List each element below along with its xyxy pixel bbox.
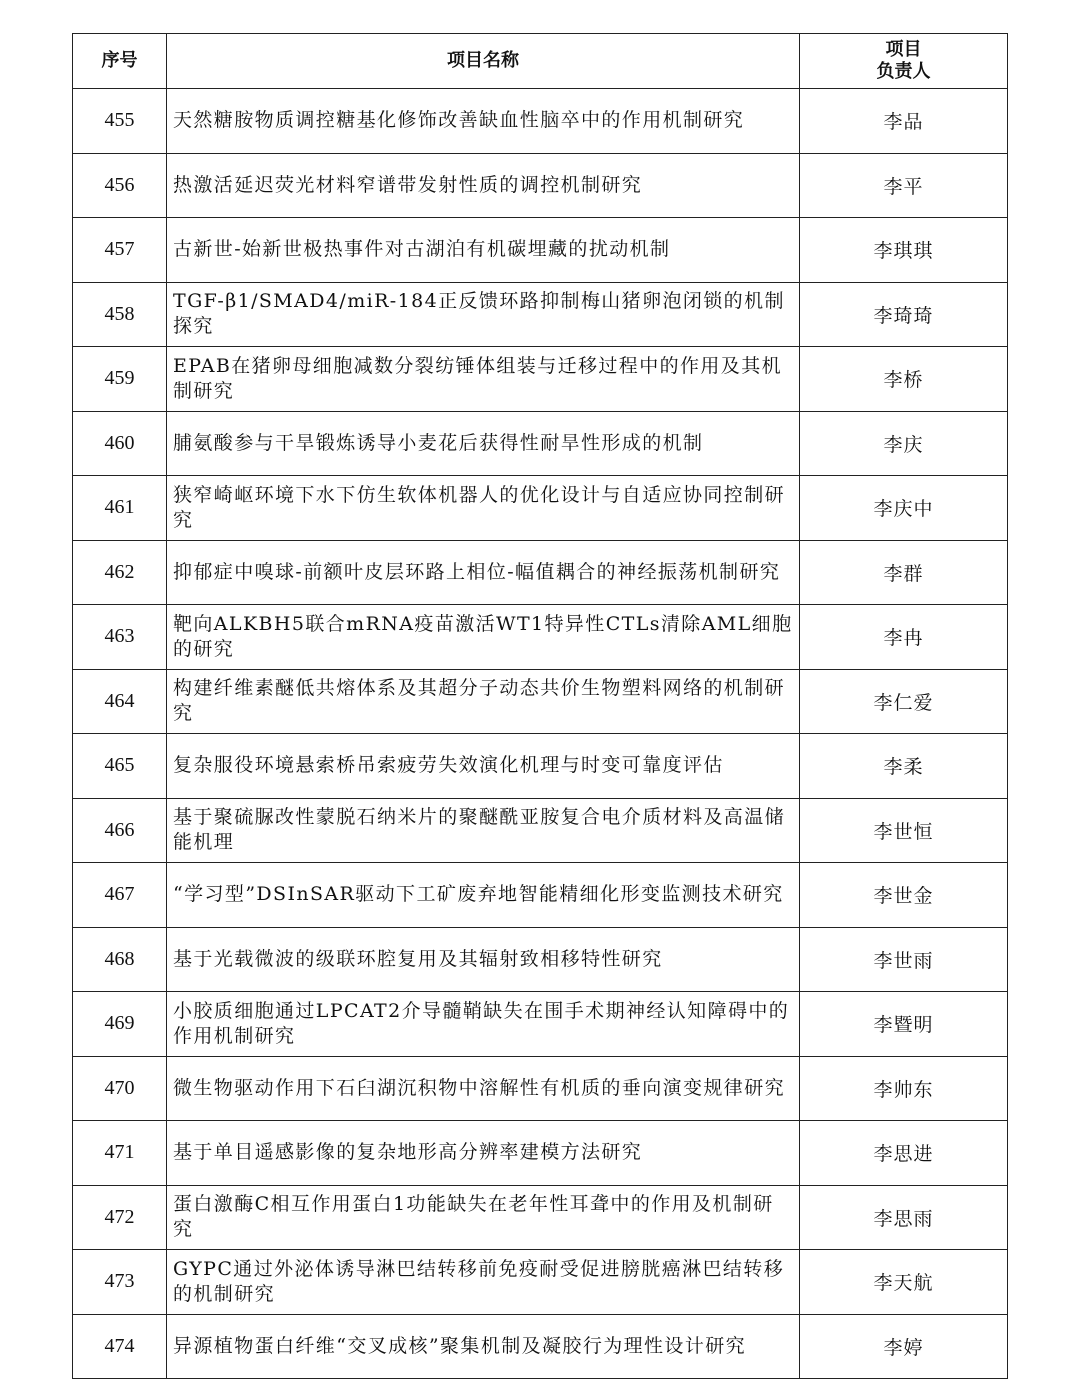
table-row	[73, 1250, 1008, 1315]
row-index: 462	[73, 540, 167, 605]
header-leader-line1: 项目	[885, 39, 922, 60]
row-leader: 李思雨	[800, 1185, 1008, 1250]
table-row	[73, 153, 1008, 218]
row-leader: 李冉	[800, 605, 1008, 670]
row-leader: 李平	[800, 153, 1008, 218]
row-index: 474	[73, 1314, 167, 1379]
project-list-document	[72, 33, 1007, 1379]
row-project-name: GYPC通过外泌体诱导淋巴结转移前免疫耐受促进膀胱癌淋巴结转移的机制研究	[167, 1250, 800, 1315]
table-row	[73, 282, 1008, 347]
row-project-name: 古新世-始新世极热事件对古湖泊有机碳埋藏的扰动机制	[167, 218, 800, 283]
header-leader	[800, 34, 1008, 89]
header-row	[73, 34, 1008, 89]
row-index: 471	[73, 1121, 167, 1186]
row-project-name: 靶向ALKBH5联合mRNA疫苗激活WT1特异性CTLs清除AML细胞的研究	[167, 605, 800, 670]
row-project-name: 构建纤维素醚低共熔体系及其超分子动态共价生物塑料网络的机制研究	[167, 669, 800, 734]
row-leader: 李群	[800, 540, 1008, 605]
row-leader: 李帅东	[800, 1056, 1008, 1121]
table-row	[73, 863, 1008, 928]
row-index: 459	[73, 347, 167, 412]
table-row	[73, 605, 1008, 670]
table-row	[73, 1121, 1008, 1186]
row-leader: 李柔	[800, 734, 1008, 799]
row-leader: 李庆中	[800, 476, 1008, 541]
table-row	[73, 1314, 1008, 1379]
row-leader: 李天航	[800, 1250, 1008, 1315]
row-leader: 李琦琦	[800, 282, 1008, 347]
table-row	[73, 1056, 1008, 1121]
project-table	[72, 33, 1008, 1379]
table-row	[73, 669, 1008, 734]
row-index: 468	[73, 927, 167, 992]
row-leader: 李品	[800, 89, 1008, 154]
table-row	[73, 540, 1008, 605]
row-index: 461	[73, 476, 167, 541]
row-index: 473	[73, 1250, 167, 1315]
header-index: 序号	[73, 34, 167, 89]
row-leader: 李世恒	[800, 798, 1008, 863]
table-row	[73, 476, 1008, 541]
table-row	[73, 411, 1008, 476]
row-leader: 李暨明	[800, 992, 1008, 1057]
row-index: 457	[73, 218, 167, 283]
table-row	[73, 798, 1008, 863]
row-index: 455	[73, 89, 167, 154]
row-leader: 李琪琪	[800, 218, 1008, 283]
row-leader: 李仁爱	[800, 669, 1008, 734]
row-project-name: 复杂服役环境悬索桥吊索疲劳失效演化机理与时变可靠度评估	[167, 734, 800, 799]
row-leader: 李思进	[800, 1121, 1008, 1186]
row-project-name: 抑郁症中嗅球-前额叶皮层环路上相位-幅值耦合的神经振荡机制研究	[167, 540, 800, 605]
row-project-name: 脯氨酸参与干旱锻炼诱导小麦花后获得性耐旱性形成的机制	[167, 411, 800, 476]
row-index: 460	[73, 411, 167, 476]
table-row	[73, 89, 1008, 154]
table-row	[73, 992, 1008, 1057]
header-project-name: 项目名称	[167, 34, 800, 89]
row-index: 467	[73, 863, 167, 928]
row-project-name: 狭窄崎岖环境下水下仿生软体机器人的优化设计与自适应协同控制研究	[167, 476, 800, 541]
row-project-name: 小胶质细胞通过LPCAT2介导髓鞘缺失在围手术期神经认知障碍中的作用机制研究	[167, 992, 800, 1057]
row-project-name: 蛋白激酶C相互作用蛋白1功能缺失在老年性耳聋中的作用及机制研究	[167, 1185, 800, 1250]
header-leader-line2: 负责人	[876, 61, 931, 82]
row-leader: 李婷	[800, 1314, 1008, 1379]
row-index: 464	[73, 669, 167, 734]
row-index: 469	[73, 992, 167, 1057]
row-index: 465	[73, 734, 167, 799]
row-index: 463	[73, 605, 167, 670]
row-index: 472	[73, 1185, 167, 1250]
row-index: 456	[73, 153, 167, 218]
row-project-name: 热激活延迟荧光材料窄谱带发射性质的调控机制研究	[167, 153, 800, 218]
row-leader: 李世金	[800, 863, 1008, 928]
table-row	[73, 218, 1008, 283]
row-project-name: 异源植物蛋白纤维“交叉成核”聚集机制及凝胶行为理性设计研究	[167, 1314, 800, 1379]
row-project-name: 基于聚硫脲改性蒙脱石纳米片的聚醚酰亚胺复合电介质材料及高温储能机理	[167, 798, 800, 863]
row-index: 466	[73, 798, 167, 863]
row-project-name: 基于单目遥感影像的复杂地形高分辨率建模方法研究	[167, 1121, 800, 1186]
row-index: 470	[73, 1056, 167, 1121]
row-project-name: 微生物驱动作用下石臼湖沉积物中溶解性有机质的垂向演变规律研究	[167, 1056, 800, 1121]
row-project-name: 基于光载微波的级联环腔复用及其辐射致相移特性研究	[167, 927, 800, 992]
row-leader: 李庆	[800, 411, 1008, 476]
row-project-name: 天然糖胺物质调控糖基化修饰改善缺血性脑卒中的作用机制研究	[167, 89, 800, 154]
row-index: 458	[73, 282, 167, 347]
table-row	[73, 347, 1008, 412]
row-leader: 李桥	[800, 347, 1008, 412]
row-project-name: TGF-β1/SMAD4/miR-184正反馈环路抑制梅山猪卵泡闭锁的机制探究	[167, 282, 800, 347]
table-row	[73, 734, 1008, 799]
table-row	[73, 1185, 1008, 1250]
row-project-name: EPAB在猪卵母细胞减数分裂纺锤体组装与迁移过程中的作用及其机制研究	[167, 347, 800, 412]
row-project-name: “学习型”DSInSAR驱动下工矿废弃地智能精细化形变监测技术研究	[167, 863, 800, 928]
row-leader: 李世雨	[800, 927, 1008, 992]
table-row	[73, 927, 1008, 992]
